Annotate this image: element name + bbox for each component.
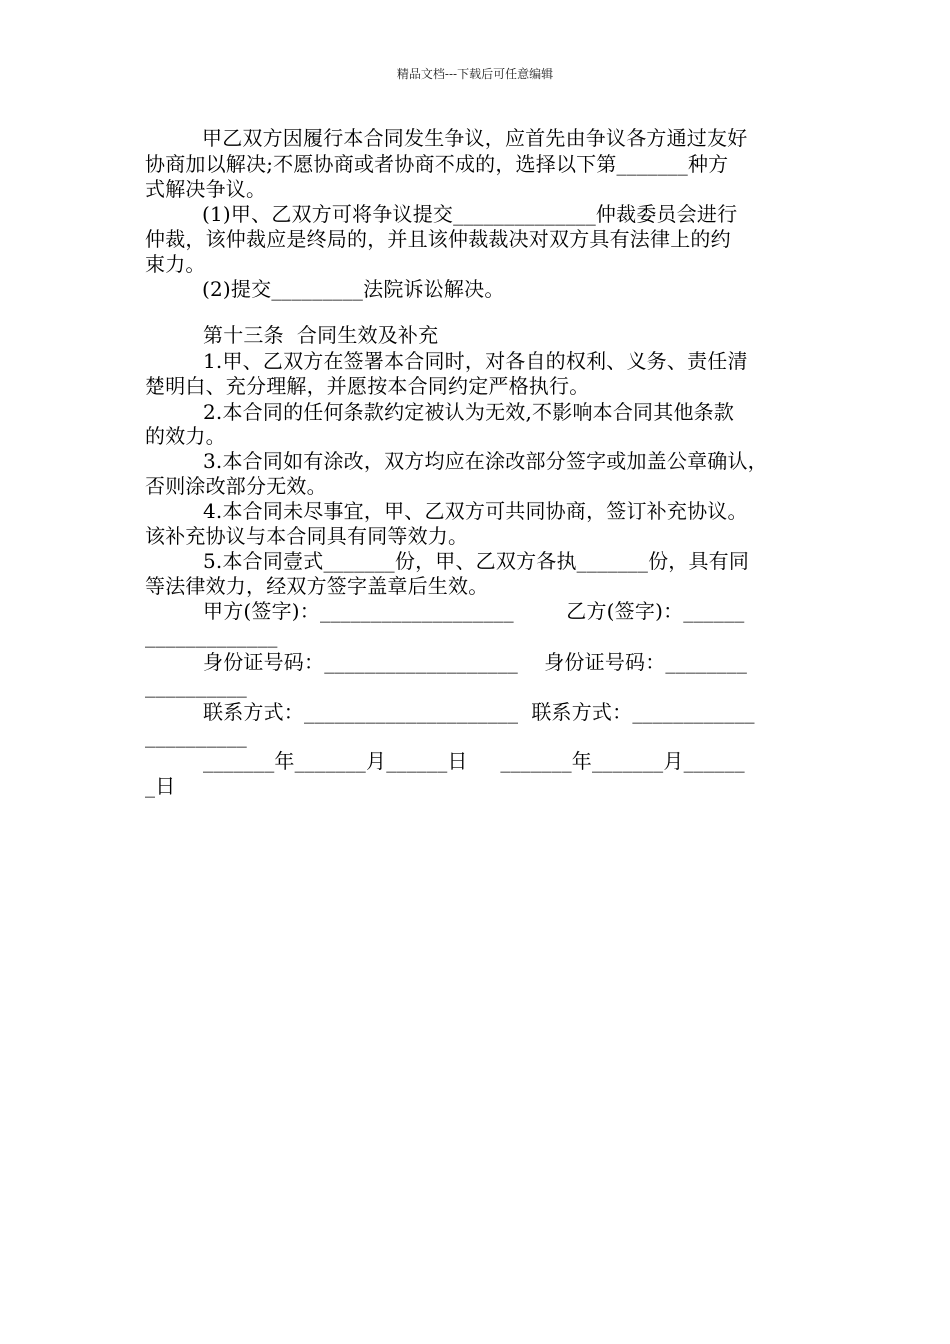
id-number-line: 身份证号码：___________________ 身份证号码：________ [203,650,748,674]
paragraph-line: 仲裁，该仲裁应是终局的，并且该仲裁裁决对双方具有法律上的约 [145,227,731,251]
date-line-continued: _日 [145,774,176,798]
paragraph-line: 否则涂改部分无效。 [145,474,327,498]
paragraph-line: 甲乙双方因履行本合同发生争议，应首先由争议各方通过友好 [202,126,748,150]
signature-line-party-a: 甲方(签字)：___________________ 乙方(签字)：______ [203,599,745,623]
section-heading: 第十三条 合同生效及补充 [203,323,439,347]
paragraph-line: 楚明白、充分理解，并愿按本合同约定严格执行。 [145,374,590,398]
paragraph-line: 束力。 [145,252,206,276]
paragraph-line: 等法律效力，经双方签字盖章后生效。 [145,574,489,598]
id-number-line-continued: __________ [145,674,247,698]
paragraph-line: (1)甲、乙双方可将争议提交______________仲裁委员会进行 [202,202,738,226]
paragraph-line: 5.本合同壹式_______份，甲、乙双方各执_______份，具有同 [203,549,750,573]
paragraph-line: 该补充协议与本合同具有同等效力。 [145,524,469,548]
contact-line-continued: __________ [145,724,247,748]
paragraph-line: 2.本合同的任何条款约定被认为无效,不影响本合同其他条款 [203,400,735,424]
paragraph-line: 协商加以解决;不愿协商或者协商不成的，选择以下第_______种方 [145,152,729,176]
paragraph-line: 式解决争议。 [145,177,267,201]
paragraph-line: 的效力。 [145,424,226,448]
paragraph-line: 4.本合同未尽事宜，甲、乙双方可共同协商，签订补充协议。 [203,499,748,523]
paragraph-line: 1.甲、乙双方在签署本合同时，对各自的权利、义务、责任清 [203,349,748,373]
page-header: 精品文档---下载后可任意编辑 [396,67,554,81]
paragraph-line: 3.本合同如有涂改，双方均应在涂改部分签字或加盖公章确认， [203,449,768,473]
signature-line-continued: _____________ [145,624,278,648]
date-line: _______年_______月______日 _______年_______月______ [203,749,745,773]
paragraph-line: (2)提交_________法院诉讼解决。 [202,277,505,301]
contact-line: 联系方式：_____________________ 联系方式：____________ [203,700,755,724]
